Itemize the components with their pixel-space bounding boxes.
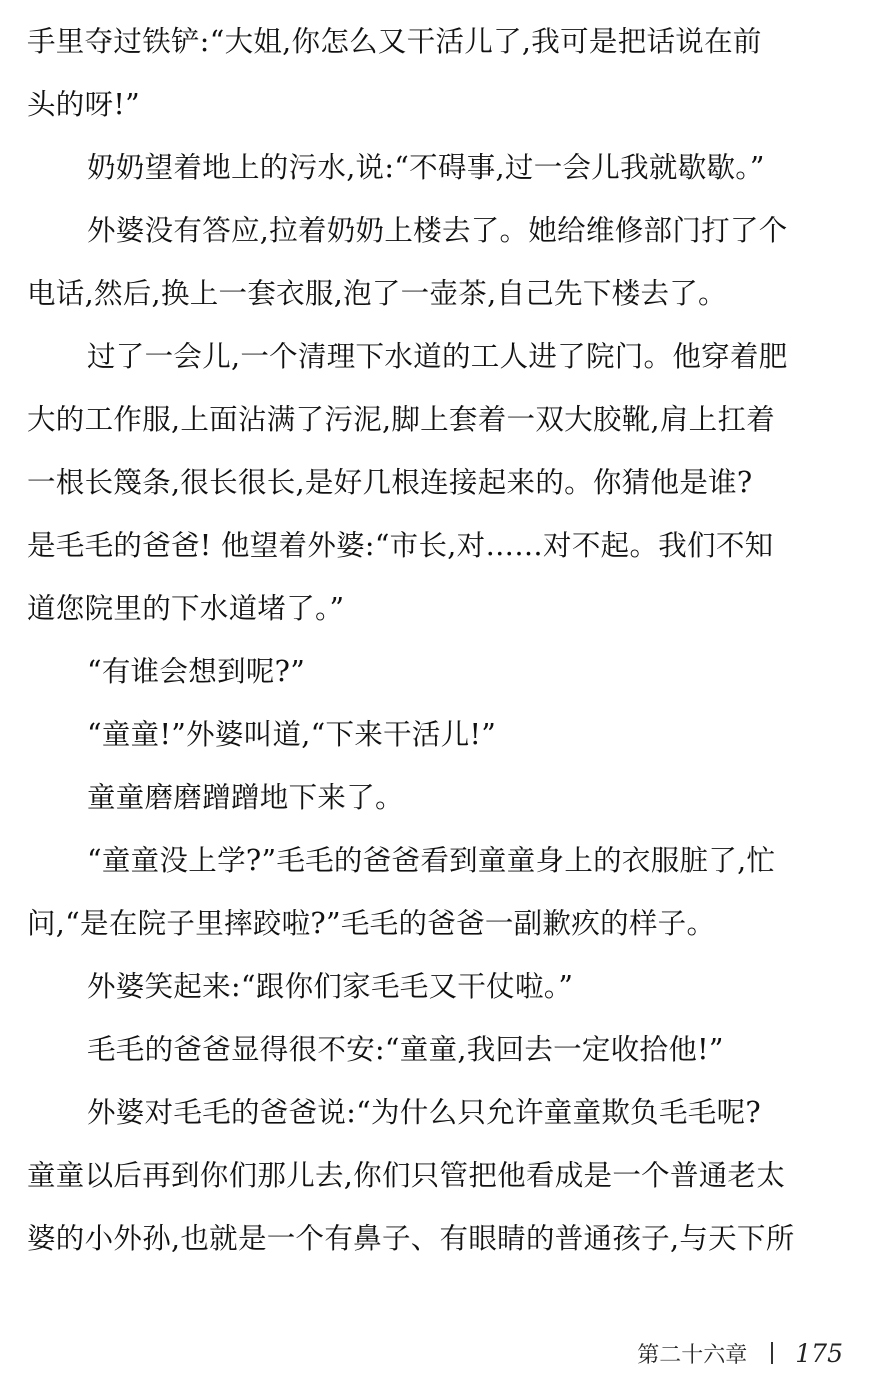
text-line: 毛毛的爸爸显得很不安:“童童,我回去一定收拾他!” (87, 1033, 724, 1066)
text-line: 外婆笑起来:“跟你们家毛毛又干仗啦。” (87, 970, 574, 1003)
page-footer (637, 1333, 843, 1373)
text-line: 婆的小外孙,也就是一个有鼻子、有眼睛的普通孩子,与天下所 (27, 1222, 795, 1255)
text-line: 道您院里的下水道堵了。” (27, 592, 345, 625)
text-line: 童童磨磨蹭蹭地下来了。 (87, 781, 404, 814)
footer-divider (771, 1342, 773, 1364)
text-line: 外婆没有答应,拉着奶奶上楼去了。她给维修部门打了个 (87, 214, 788, 247)
text-line: “有谁会想到呢?” (87, 655, 306, 688)
text-line: 电话,然后,换上一套衣服,泡了一壶茶,自己先下楼去了。 (27, 277, 727, 310)
body-text (27, 10, 847, 1270)
text-line: 头的呀!” (27, 88, 141, 121)
text-line: 过了一会儿,一个清理下水道的工人进了院门。他穿着肥 (87, 340, 788, 373)
text-line: 外婆对毛毛的爸爸说:“为什么只允许童童欺负毛毛呢? (87, 1096, 761, 1129)
text-line: “童童没上学?”毛毛的爸爸看到童童身上的衣服脏了,忙 (87, 844, 776, 877)
chapter-title: 第二十六章 (637, 1342, 748, 1368)
text-line: 奶奶望着地上的污水,说:“不碍事,过一会儿我就歇歇。” (87, 151, 765, 184)
text-line: 童童以后再到你们那儿去,你们只管把他看成是一个普通老太 (27, 1159, 786, 1192)
text-line: 问,“是在院子里摔跤啦?”毛毛的爸爸一副歉疚的样子。 (27, 907, 716, 940)
page-number: 175 (795, 1338, 843, 1368)
text-line: “童童!”外婆叫道,“下来干活儿!” (87, 718, 497, 751)
text-line: 是毛毛的爸爸! 他望着外婆:“市长,对……对不起。我们不知 (27, 529, 774, 562)
text-line: 手里夺过铁铲:“大姐,你怎么又干活儿了,我可是把话说在前 (27, 25, 762, 58)
text-line: 一根长篾条,很长很长,是好几根连接起来的。你猜他是谁? (27, 466, 753, 499)
text-line: 大的工作服,上面沾满了污泥,脚上套着一双大胶靴,肩上扛着 (27, 403, 776, 436)
